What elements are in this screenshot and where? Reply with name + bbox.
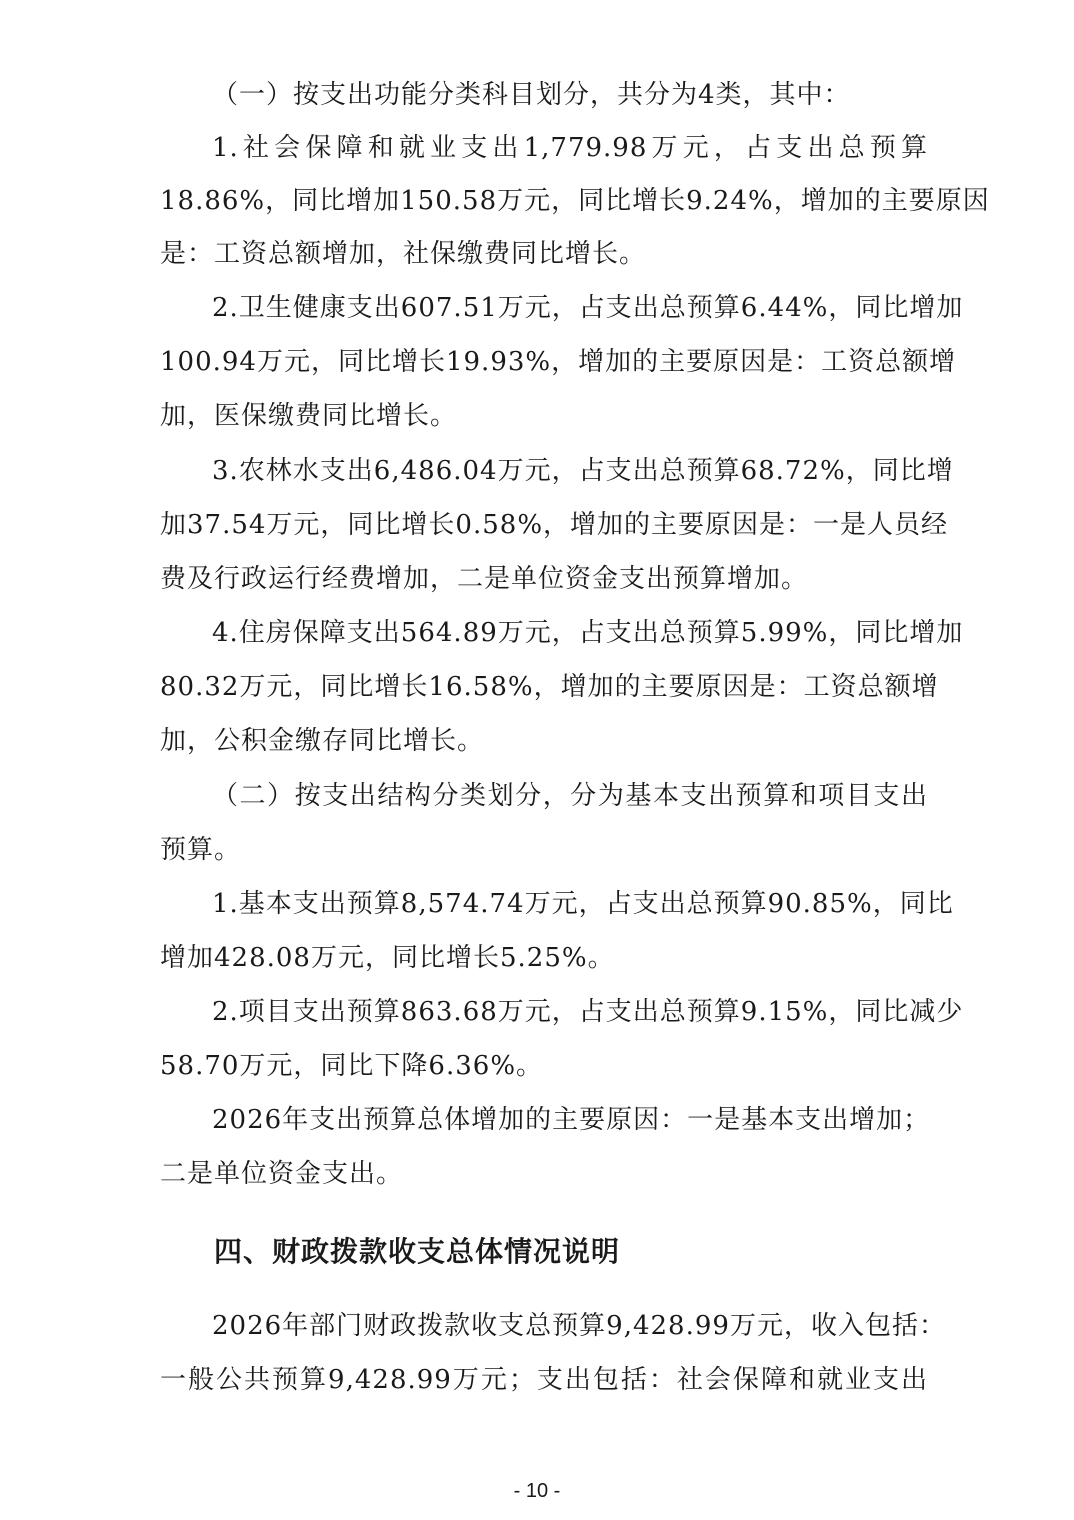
paragraph-line: 2.卫生健康支出607.51万元，占支出总预算6.44%，同比增加 <box>212 293 964 323</box>
paragraph-line: 二是单位资金支出。 <box>160 1159 404 1189</box>
paragraph-line: 1.基本支出预算8,574.74万元，占支出总预算90.85%，同比 <box>212 889 954 919</box>
paragraph-line: 2.项目支出预算863.68万元，占支出总预算9.15%，同比减少 <box>212 997 964 1027</box>
paragraph-line: 是：工资总额增加，社保缴费同比增长。 <box>160 239 647 269</box>
paragraph-line: 2026年部门财政拨款收支总预算9,428.99万元，收入包括： <box>212 1311 946 1341</box>
paragraph-line: 80.32万元，同比增长16.58%，增加的主要原因是：工资总额增 <box>160 672 939 702</box>
section-heading: 四、财政拨款收支总体情况说明 <box>214 1235 621 1268</box>
paragraph-line: 4.住房保障支出564.89万元，占支出总预算5.99%，同比增加 <box>212 618 964 648</box>
paragraph-line: 2026年支出预算总体增加的主要原因：一是基本支出增加； <box>212 1105 931 1135</box>
page-number: - 10 - <box>513 1480 561 1502</box>
paragraph-line: （一）按支出功能分类科目划分，共分为4类，其中： <box>212 80 851 110</box>
paragraph-line: 58.70万元，同比下降6.36%。 <box>160 1051 544 1081</box>
paragraph-line: （二）按支出结构分类划分，分为基本支出预算和项目支出 <box>212 781 928 811</box>
paragraph-line: 费及行政运行经费增加，二是单位资金支出预算增加。 <box>160 564 809 594</box>
paragraph-line: 加，医保缴费同比增长。 <box>160 401 458 431</box>
paragraph-line: 预算。 <box>160 835 242 865</box>
paragraph-line: 1.社会保障和就业支出1,779.98万元，占支出总预算 <box>212 133 928 163</box>
paragraph-line: 加37.54万元，同比增长0.58%，增加的主要原因是：一是人员经 <box>160 510 949 540</box>
paragraph-line: 18.86%，同比增加150.58万元，同比增长9.24%，增加的主要原因 <box>160 186 990 216</box>
paragraph-line: 100.94万元，同比增长19.93%，增加的主要原因是：工资总额增 <box>160 347 957 377</box>
paragraph-line: 加，公积金缴存同比增长。 <box>160 726 485 756</box>
paragraph-line: 3.农林水支出6,486.04万元，占支出总预算68.72%，同比增 <box>212 456 954 486</box>
paragraph-line: 增加428.08万元，同比增长5.25%。 <box>160 943 615 973</box>
paragraph-line: 一般公共预算9,428.99万元；支出包括：社会保障和就业支出 <box>160 1365 928 1395</box>
